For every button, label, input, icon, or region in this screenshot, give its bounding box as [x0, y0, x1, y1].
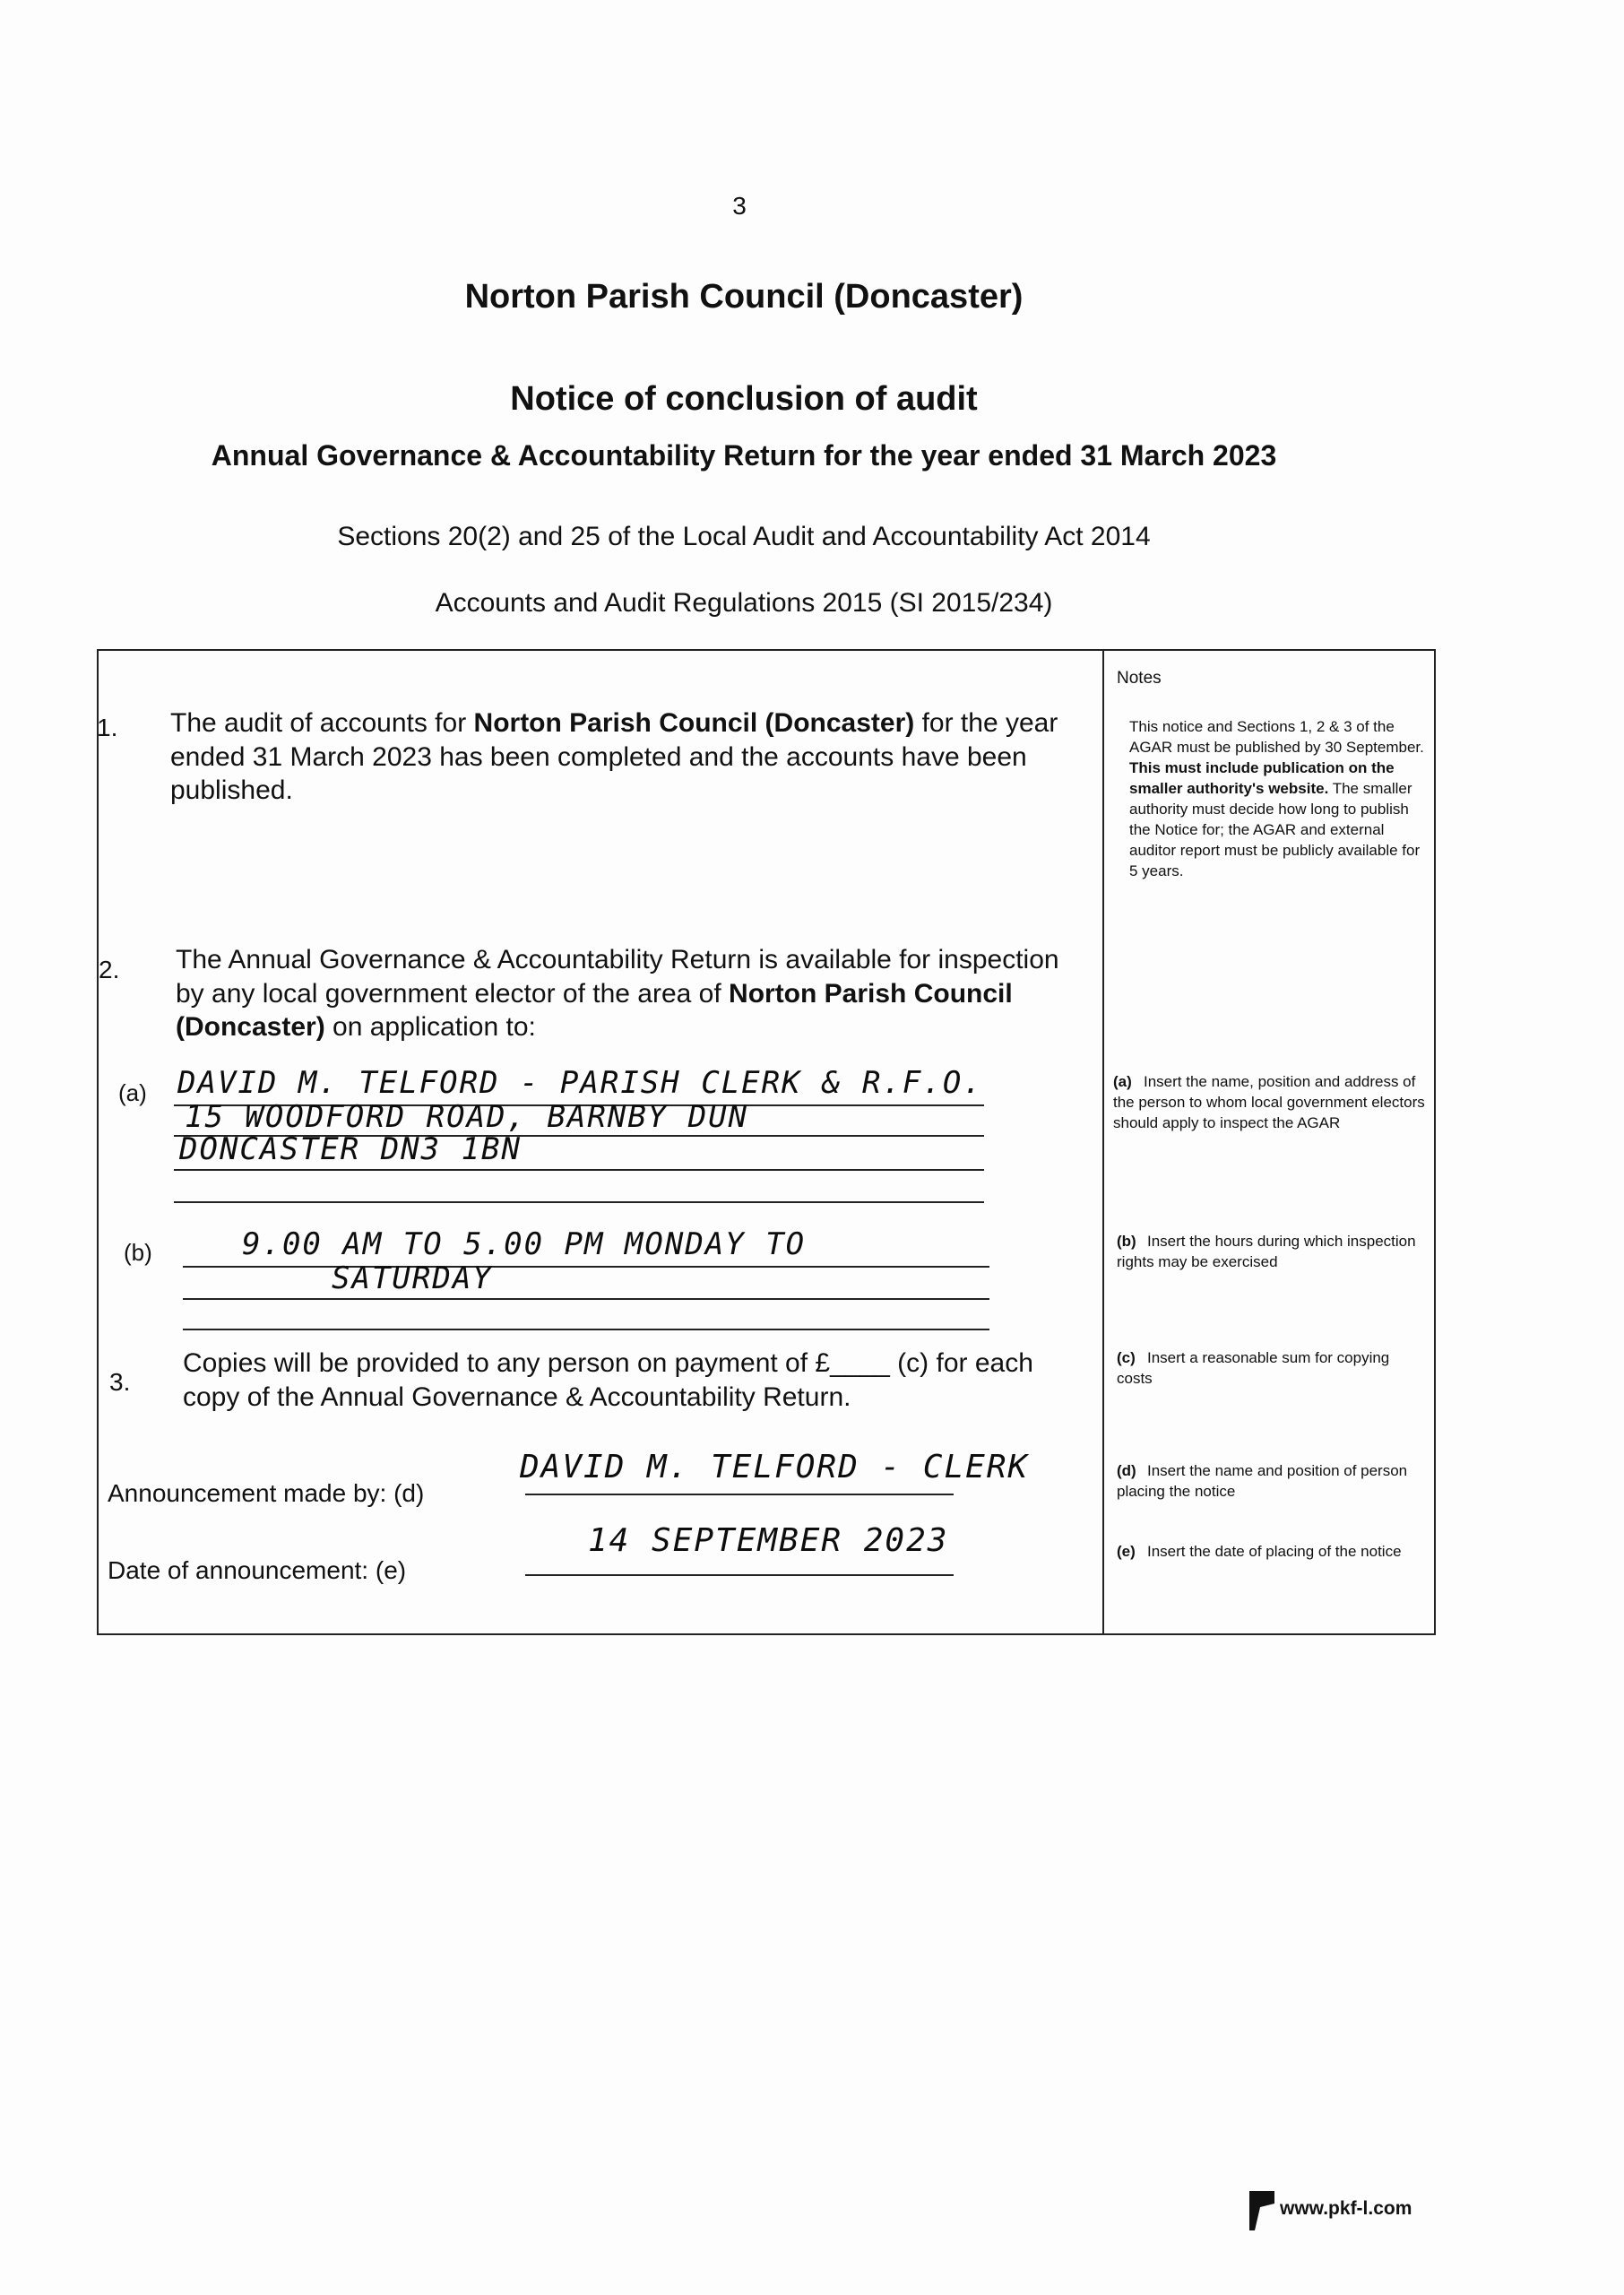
notes-intro-start: This notice and Sections 1, 2 & 3 of the AGAR must be published by 30 September.: [1129, 718, 1424, 756]
note-c-text: Insert a reasonable sum for copying costs: [1117, 1349, 1390, 1387]
agar-title: Annual Governance & Accountability Return for the year ended 31 March 2023: [211, 439, 1277, 472]
field-a-line-1: DAVID M. TELFORD - PARISH CLERK & R.F.O.: [177, 1065, 983, 1101]
note-a-text: Insert the name, position and address of the person to whom local government electors should apply to inspect the AGAR: [1113, 1073, 1425, 1131]
date-rule: [525, 1574, 954, 1576]
notice-title: Notice of conclusion of audit: [510, 380, 978, 418]
field-a-line-3: DONCASTER DN3 1BN: [179, 1131, 522, 1167]
item-1-text: [170, 706, 1067, 808]
item-2-text-start: The Annual Governance & Accountability Return is available for inspection by any local government elector of the area of: [176, 945, 1059, 1009]
field-b-rule-1: [183, 1266, 989, 1268]
note-a: [1113, 1072, 1427, 1134]
note-c: [1117, 1348, 1421, 1390]
notes-intro-end: The smaller authority must decide how long to publish the Notice for; the AGAR and external auditor report must be publicly available for 5 years.: [1129, 779, 1421, 879]
note-d-text: Insert the name and position of person placing the notice: [1117, 1462, 1408, 1500]
date-value: 14 SEPTEMBER 2023: [588, 1522, 949, 1559]
notes-heading: Notes: [1117, 669, 1162, 688]
announcement-label: Announcement made by: (d): [108, 1479, 425, 1507]
pkf-logo-icon: [1248, 2191, 1274, 2235]
note-b-text: Insert the hours during which inspection rights may be exercised: [1117, 1233, 1416, 1270]
item-3-number: 3.: [109, 1368, 131, 1396]
page-number: 3: [732, 192, 747, 220]
field-a-label: (a): [118, 1079, 147, 1106]
note-c-tag: (c): [1117, 1349, 1136, 1366]
date-label: Date of announcement: (e): [108, 1556, 407, 1584]
item-1-council-name: Norton Parish Council (Doncaster): [473, 708, 915, 738]
notes-column: [1102, 651, 1436, 1633]
notice-form: [97, 649, 1436, 1635]
note-b: [1117, 1232, 1421, 1273]
note-d-tag: (d): [1117, 1462, 1136, 1479]
announcement-value: DAVID M. TELFORD - CLERK: [520, 1449, 1030, 1485]
item-2-council-name: Norton Parish Council (Doncaster): [176, 978, 1013, 1042]
field-a-rule-4: [174, 1201, 984, 1203]
item-1-number: 1.: [97, 714, 118, 741]
item-2-text-end: on application to:: [324, 1012, 536, 1042]
notes-intro: [1129, 717, 1425, 882]
item-1-text-end: for the year ended 31 March 2023 has been completed and the accounts have been published.: [170, 708, 1058, 805]
note-e: [1117, 1542, 1421, 1563]
field-b-rule-3: [183, 1329, 989, 1330]
field-b-line-2: SATURDAY: [332, 1260, 493, 1296]
note-a-tag: (a): [1113, 1073, 1132, 1090]
item-2-text: [176, 943, 1081, 1044]
act-reference: Sections 20(2) and 25 of the Local Audit and Accountability Act 2014: [337, 522, 1151, 551]
field-b-line-1: 9.00 AM TO 5.00 PM MONDAY TO: [242, 1226, 807, 1262]
field-b-label: (b): [124, 1239, 152, 1266]
notes-intro-bold: This must include publication on the smaller authority's website.: [1129, 758, 1395, 797]
note-e-text: Insert the date of placing of the notice: [1147, 1543, 1402, 1560]
announcement-rule: [525, 1494, 954, 1495]
field-b-rule-2: [183, 1298, 989, 1300]
council-name-heading: Norton Parish Council (Doncaster): [464, 278, 1024, 316]
footer-url: www.pkf-l.com: [1280, 2198, 1412, 2219]
note-b-tag: (b): [1117, 1233, 1136, 1250]
item-3-text: Copies will be provided to any person on payment of £____ (c) for each copy of the Annual Governance & Accountability Return.: [183, 1348, 1033, 1412]
field-a-line-2: 15 WOODFORD ROAD, BARNBY DUN: [185, 1099, 749, 1135]
field-a-rule-3: [174, 1169, 984, 1171]
note-e-tag: (e): [1117, 1543, 1136, 1560]
regulations-reference: Accounts and Audit Regulations 2015 (SI 2015/234): [435, 588, 1053, 618]
note-d: [1117, 1461, 1421, 1503]
item-2-number: 2.: [99, 956, 120, 983]
item-1-text-start: The audit of accounts for: [170, 708, 474, 738]
